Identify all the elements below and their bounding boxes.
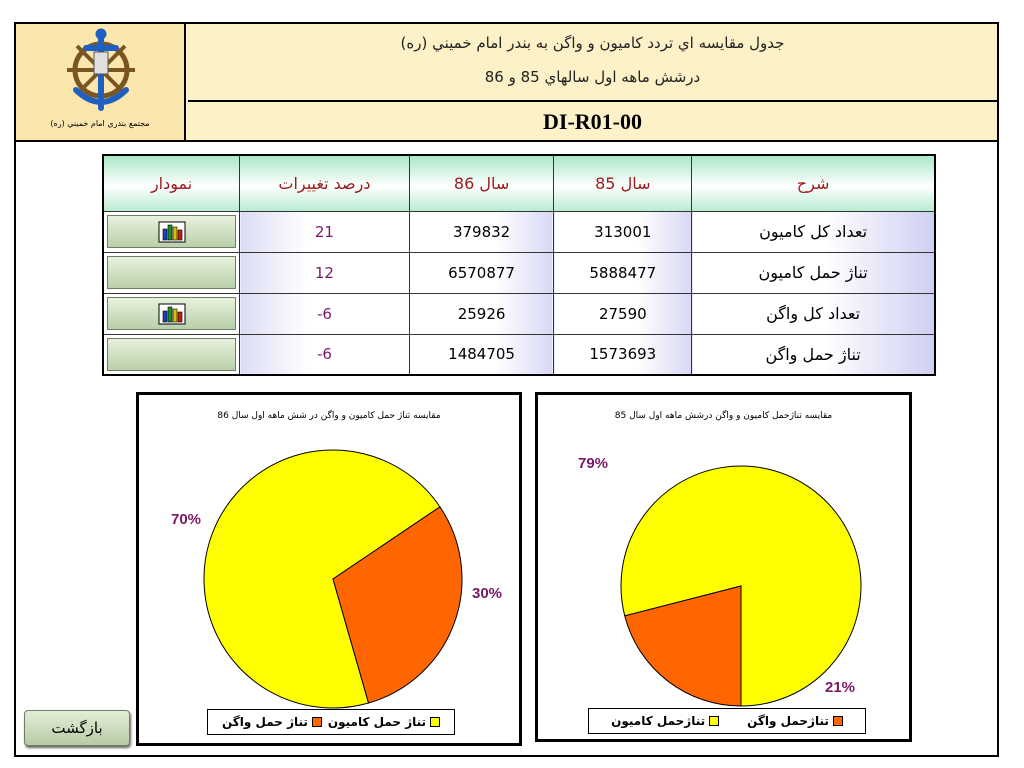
col-header-change: درصد تغييرات: [240, 155, 410, 211]
chart-button[interactable]: [107, 215, 236, 248]
year85-cell: 313001: [554, 211, 692, 252]
header: [16, 24, 997, 142]
page-frame: [14, 22, 999, 757]
legend-label: تناژ حمل کاميون: [327, 715, 427, 729]
legend-swatch: [312, 717, 322, 727]
chart-title: مقايسه تناژحمل کاميون و واگن درشش ماهه اول سال 85: [614, 411, 833, 421]
year85-cell: 1573693: [554, 334, 692, 375]
legend-item: [611, 714, 719, 728]
year86-cell: 25926: [409, 293, 554, 334]
year85-cell: 5888477: [554, 252, 692, 293]
chart-cell: [103, 334, 240, 375]
description-cell: تناژ حمل کاميون: [692, 252, 935, 293]
back-button[interactable]: بازگشت: [24, 710, 130, 746]
year86-cell: 379832: [409, 211, 554, 252]
code-cell: [188, 104, 997, 140]
legend-item: [328, 715, 440, 729]
chart-cell: [103, 211, 240, 252]
change-cell: 12: [240, 252, 410, 293]
chart-legend: [207, 709, 455, 735]
slice-label: 30%: [472, 585, 503, 602]
chart-button[interactable]: [107, 297, 236, 330]
col-header-year86: سال 86: [409, 155, 554, 211]
comparison-table: [102, 154, 936, 376]
legend-item: [747, 714, 843, 728]
page-title: جدول مقايسه اي تردد کاميون و واگن به بندر امام خميني (ره): [400, 34, 785, 52]
year86-cell: 6570877: [409, 252, 554, 293]
legend-label: تناژحمل واگن: [747, 714, 829, 728]
table-row: [103, 293, 935, 334]
legend-label: تناژحمل کاميون: [611, 714, 706, 728]
legend-label: تناژ حمل واگن: [221, 715, 308, 729]
slice-label: 79%: [578, 455, 609, 472]
chart-title: مقايسه تناژ حمل کاميون و واگن در شش ماهه اول سال 86: [217, 411, 441, 421]
slice-label: 21%: [825, 679, 856, 696]
legend-swatch: [709, 716, 719, 726]
chart-button-blank: [107, 338, 236, 371]
port-logo-icon: [56, 28, 146, 116]
year86-cell: 1484705: [409, 334, 554, 375]
logo-cell: [16, 24, 186, 140]
description-cell: تعداد کل کاميون: [692, 211, 935, 252]
change-cell: -6: [240, 334, 410, 375]
chart-cell: [103, 252, 240, 293]
col-header-description: شرح: [692, 155, 935, 211]
description-cell: تعداد کل واگن: [692, 293, 935, 334]
pie-chart-86-svg: [139, 395, 519, 743]
table-row: [103, 252, 935, 293]
col-header-year85: سال 85: [554, 155, 692, 211]
col-header-chart: نمودار: [103, 155, 240, 211]
table-header-row: [103, 155, 935, 211]
change-cell: -6: [240, 293, 410, 334]
legend-item: [222, 715, 322, 729]
legend-swatch: [833, 716, 843, 726]
chart-legend: [588, 708, 866, 734]
bar-chart-icon: [158, 221, 186, 243]
description-cell: تناژ حمل واگن: [692, 334, 935, 375]
table-row: [103, 334, 935, 375]
logo-caption: مجتمع بندري امام خميني (ره): [50, 119, 150, 128]
legend-swatch: [430, 717, 440, 727]
slice-label: 70%: [171, 511, 202, 528]
chart-cell: [103, 293, 240, 334]
page-subtitle: درشش ماهه اول سالهاي 85 و 86: [484, 68, 701, 86]
pie-chart-85: [535, 392, 912, 742]
pie-chart-86: [136, 392, 522, 746]
bar-chart-icon: [158, 303, 186, 325]
change-cell: 21: [240, 211, 410, 252]
chart-button-blank: [107, 256, 236, 289]
title-cell: [188, 24, 997, 102]
document-code: DI-R01-00: [543, 109, 642, 134]
table-row: [103, 211, 935, 252]
year85-cell: 27590: [554, 293, 692, 334]
